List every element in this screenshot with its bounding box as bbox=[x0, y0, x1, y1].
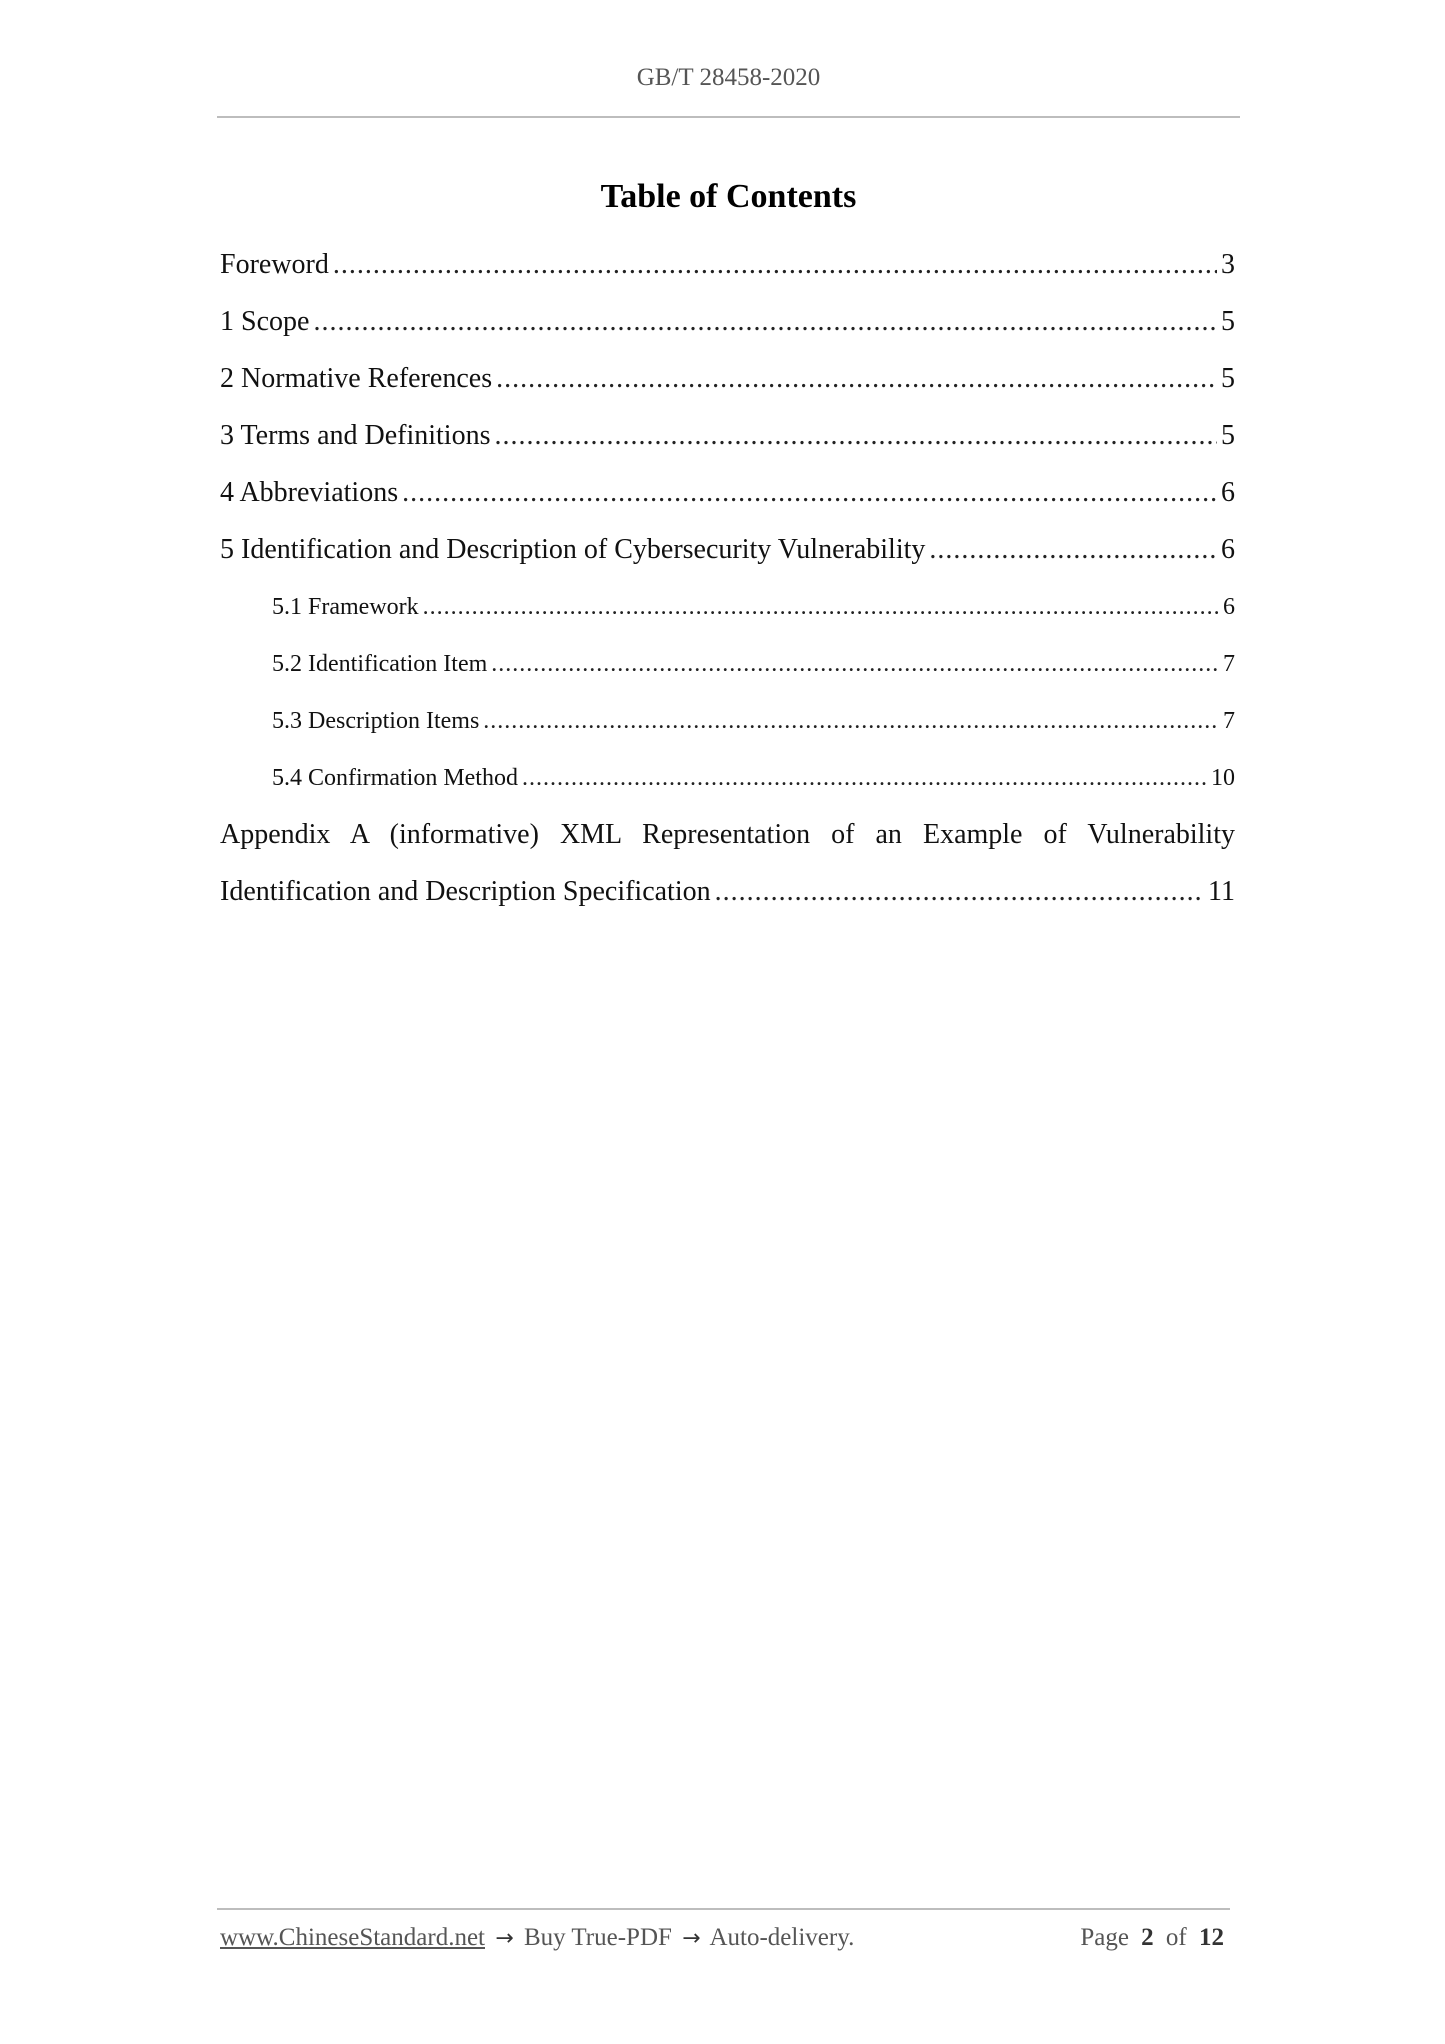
toc-entry-label: 3 Terms and Definitions bbox=[220, 420, 491, 451]
footer-divider bbox=[217, 1908, 1230, 1910]
toc-entry-page: 5 bbox=[1221, 420, 1235, 451]
toc-entry-label: 2 Normative References bbox=[220, 363, 493, 394]
toc-entry-label: 5.1 Framework bbox=[272, 594, 419, 620]
toc-entry-foreword[interactable] bbox=[220, 245, 1235, 302]
table-of-contents bbox=[220, 245, 1235, 929]
dot-leader bbox=[333, 245, 1217, 285]
dot-leader bbox=[483, 701, 1219, 741]
dot-leader bbox=[929, 530, 1217, 570]
site-link[interactable]: www.ChineseStandard.net bbox=[220, 1924, 485, 1951]
toc-entry-page: 10 bbox=[1211, 765, 1235, 791]
auto-delivery-text: Auto-delivery. bbox=[709, 1924, 855, 1951]
toc-entry-appendix-a-line2[interactable] bbox=[220, 872, 1235, 929]
toc-entry-page: 11 bbox=[1208, 876, 1235, 907]
toc-entry-label: 1 Scope bbox=[220, 306, 310, 337]
toc-entry-page: 7 bbox=[1223, 708, 1235, 734]
toc-entry-appendix-a-line1[interactable]: Appendix A (informative) XML Representation of an Example of Vulnerability bbox=[220, 819, 1235, 850]
dot-leader bbox=[522, 758, 1207, 798]
toc-entry-description-items[interactable] bbox=[220, 701, 1235, 758]
toc-entry-terms-and-definitions[interactable] bbox=[220, 416, 1235, 473]
dot-leader bbox=[715, 872, 1204, 912]
toc-entry-page: 6 bbox=[1223, 594, 1235, 620]
dot-leader bbox=[313, 302, 1217, 342]
dot-leader bbox=[423, 587, 1219, 627]
total-pages-number: 12 bbox=[1199, 1924, 1224, 1951]
toc-entry-confirmation-method[interactable] bbox=[220, 758, 1235, 815]
arrow-right-icon: → bbox=[495, 1926, 514, 1951]
document-code-header: GB/T 28458-2020 bbox=[636, 64, 821, 91]
dot-leader bbox=[496, 359, 1217, 399]
toc-entry-page: 5 bbox=[1221, 306, 1235, 337]
toc-entry-abbreviations[interactable] bbox=[220, 473, 1235, 530]
dot-leader bbox=[402, 473, 1217, 513]
page-word: Page bbox=[1080, 1924, 1129, 1951]
footer-promo bbox=[220, 1924, 854, 1952]
toc-entry-label: 4 Abbreviations bbox=[220, 477, 399, 508]
toc-entry-label: 5.4 Confirmation Method bbox=[272, 765, 518, 791]
toc-entry-page: 6 bbox=[1221, 534, 1235, 565]
toc-entry-label: Foreword bbox=[220, 249, 329, 280]
toc-entry-framework[interactable] bbox=[220, 587, 1235, 644]
toc-entry-normative-references[interactable] bbox=[220, 359, 1235, 416]
toc-entry-identification-item[interactable] bbox=[220, 644, 1235, 701]
toc-title: Table of Contents bbox=[600, 178, 857, 215]
toc-entry-identification-and-description[interactable] bbox=[220, 530, 1235, 587]
toc-entry-page: 3 bbox=[1221, 249, 1235, 280]
toc-entry-page: 7 bbox=[1223, 651, 1235, 677]
toc-entry-label: 5.2 Identification Item bbox=[272, 651, 488, 677]
toc-entry-page: 6 bbox=[1221, 477, 1235, 508]
of-word: of bbox=[1165, 1924, 1187, 1951]
dot-leader bbox=[491, 644, 1219, 684]
buy-true-pdf-text: Buy True-PDF bbox=[523, 1924, 672, 1951]
header-divider bbox=[217, 116, 1240, 118]
page-indicator bbox=[1080, 1924, 1230, 1952]
toc-entry-scope[interactable] bbox=[220, 302, 1235, 359]
toc-entry-label: 5.3 Description Items bbox=[272, 708, 480, 734]
current-page-number: 2 bbox=[1141, 1924, 1154, 1951]
toc-entry-label: Identification and Description Specification bbox=[220, 876, 711, 907]
toc-entry-label: 5 Identification and Description of Cybersecurity Vulnerability bbox=[220, 534, 926, 565]
dot-leader bbox=[494, 416, 1217, 456]
arrow-right-icon: → bbox=[682, 1926, 701, 1951]
toc-entry-page: 5 bbox=[1221, 363, 1235, 394]
